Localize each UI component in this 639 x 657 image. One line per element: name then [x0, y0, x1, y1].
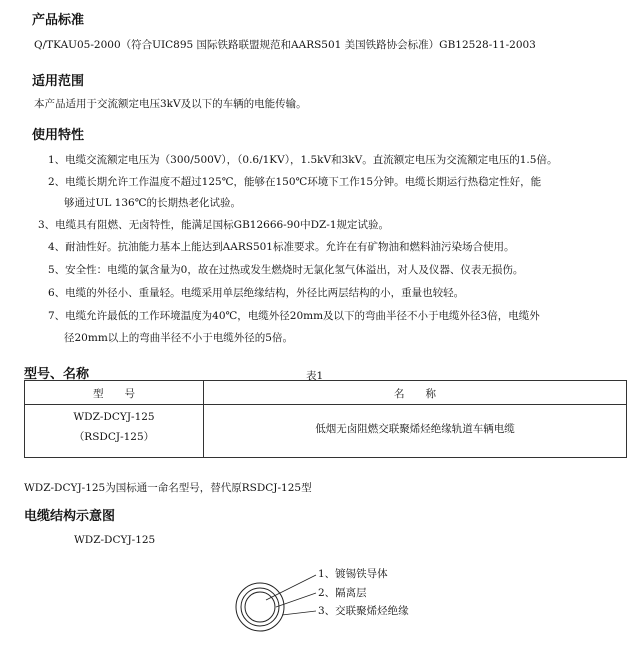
isolation-layer: [241, 588, 279, 626]
features-heading: 使用特性: [32, 128, 85, 143]
table-header-name: 名 称: [394, 388, 436, 400]
table-header-model: 型 号: [93, 388, 135, 400]
cable-cross-section-diagram: [220, 560, 330, 652]
diagram-label-insulation: 3、交联聚烯烃绝缘: [318, 605, 409, 617]
standard-text: Q/TKAU05-2000（符合UIC895 国际铁路联盟规范和AARS501 美国铁路协会标准）GB12528-11-2003: [34, 39, 536, 51]
standard-heading: 产品标准: [32, 13, 85, 28]
conductor: [245, 592, 275, 622]
scope-text: 本产品适用于交流额定电压3kV及以下的车辆的电能传输。: [34, 98, 307, 110]
table-note: WDZ-DCYJ-125为国标通一命名型号，替代原RSDCJ-125型: [24, 482, 312, 494]
table-cell-model: WDZ-DCYJ-125: [73, 411, 155, 423]
feature-item: 5、安全性：电缆的氯含量为0，故在过热或发生燃烧时无氯化氢气体溢出，对人及仪器、仪表无损伤。: [48, 264, 524, 276]
model-table: [24, 380, 627, 458]
model-heading: 型号、名称: [24, 367, 90, 382]
leader-line-3: [282, 611, 316, 615]
diagram-label-conductor: 1、镀锡铁导体: [318, 568, 388, 580]
leader-line-2: [276, 593, 316, 607]
feature-item: 7、电缆允许最低的工作环境温度为40℃，电缆外径20mm及以下的弯曲半径不小于电缆外径3倍，电缆外: [48, 310, 540, 322]
feature-item-continuation: 够通过UL 136℃的长期热老化试验。: [64, 197, 241, 209]
feature-item: 4、耐油性好。抗油能力基本上能达到AARS501标准要求。允许在有矿物油和燃料油污染场合使用。: [48, 241, 515, 253]
scope-heading: 适用范围: [32, 74, 85, 89]
diagram-label-isolation: 2、隔离层: [318, 587, 367, 599]
table-cell-name: 低烟无卤阻燃交联聚烯烃绝缘轨道车辆电缆: [315, 423, 515, 435]
table-cell-old-model: （RSDCJ-125）: [73, 431, 155, 443]
table-caption: 表1: [306, 370, 324, 382]
feature-item: 1、电缆交流额定电压为（300/500V），（0.6/1KV），1.5kV和3kV。直流额定电压为交流额定电压的1.5倍。: [48, 154, 558, 166]
diagram-heading: 电缆结构示意图: [24, 509, 116, 524]
feature-item: 3、电缆具有阻燃、无卤特性，能满足国标GB12666-90中DZ-1规定试验。: [38, 219, 390, 231]
feature-item-continuation: 径20mm以上的弯曲半径不小于电缆外径的5倍。: [64, 332, 293, 344]
diagram-model: WDZ-DCYJ-125: [74, 534, 156, 546]
feature-item: 6、电缆的外径小、重量轻。电缆采用单层绝缘结构，外径比两层结构的小，重量也较轻。: [48, 287, 465, 299]
feature-item: 2、电缆长期允许工作温度不超过125℃，能够在150℃环境下工作15分钟。电缆长期运行热稳定性好，能: [48, 176, 542, 188]
